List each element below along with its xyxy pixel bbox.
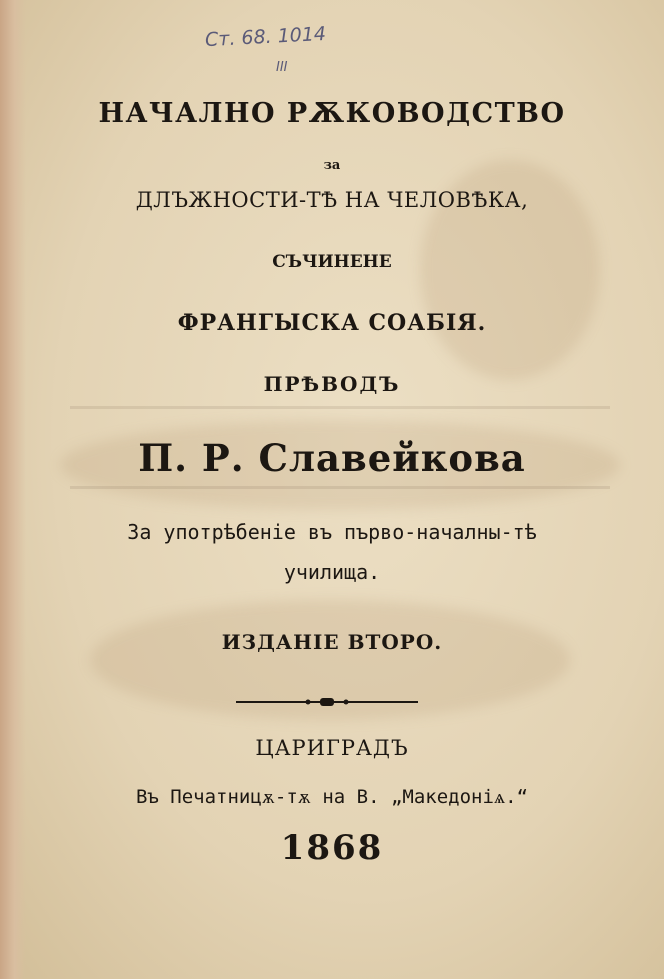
- composed-by-label: СЪЧИНЕНЕ: [272, 252, 392, 272]
- translation-label: ПРѢВОДЪ: [263, 372, 401, 396]
- usage-note-line-1: За употрѣбеніе въ първо-началны-тѣ: [127, 520, 537, 544]
- show-through-line: [70, 406, 610, 409]
- imprint-city: ЦАРИГРАДЪ: [255, 736, 409, 760]
- usage-note-line-2: училища.: [283, 560, 381, 584]
- ornament-rule: [236, 696, 418, 708]
- archive-shelf-mark: Ст. 68. 1014: [204, 22, 327, 52]
- show-through-line: [70, 486, 610, 489]
- imprint-press: Въ Печатницѫ-тѫ на В. „Македоніѧ.“: [135, 786, 529, 808]
- book-subtitle: ДЛЪЖНОСТИ-ТѢ НА ЧЕЛОВѢКА,: [135, 188, 529, 212]
- translator-name: П. Р. Славейкова: [138, 436, 526, 480]
- imprint-year: 1868: [280, 828, 384, 868]
- book-title: НАЧАЛНО РѪКОВОДСТВО: [98, 98, 566, 129]
- title-preposition: за: [323, 158, 341, 173]
- archive-sub-mark: III: [276, 60, 288, 75]
- author-name: ФРАНГЫСКА СОАБІЯ.: [177, 310, 487, 336]
- edition-label: ИЗДАНІЕ ВТОРО.: [221, 630, 443, 654]
